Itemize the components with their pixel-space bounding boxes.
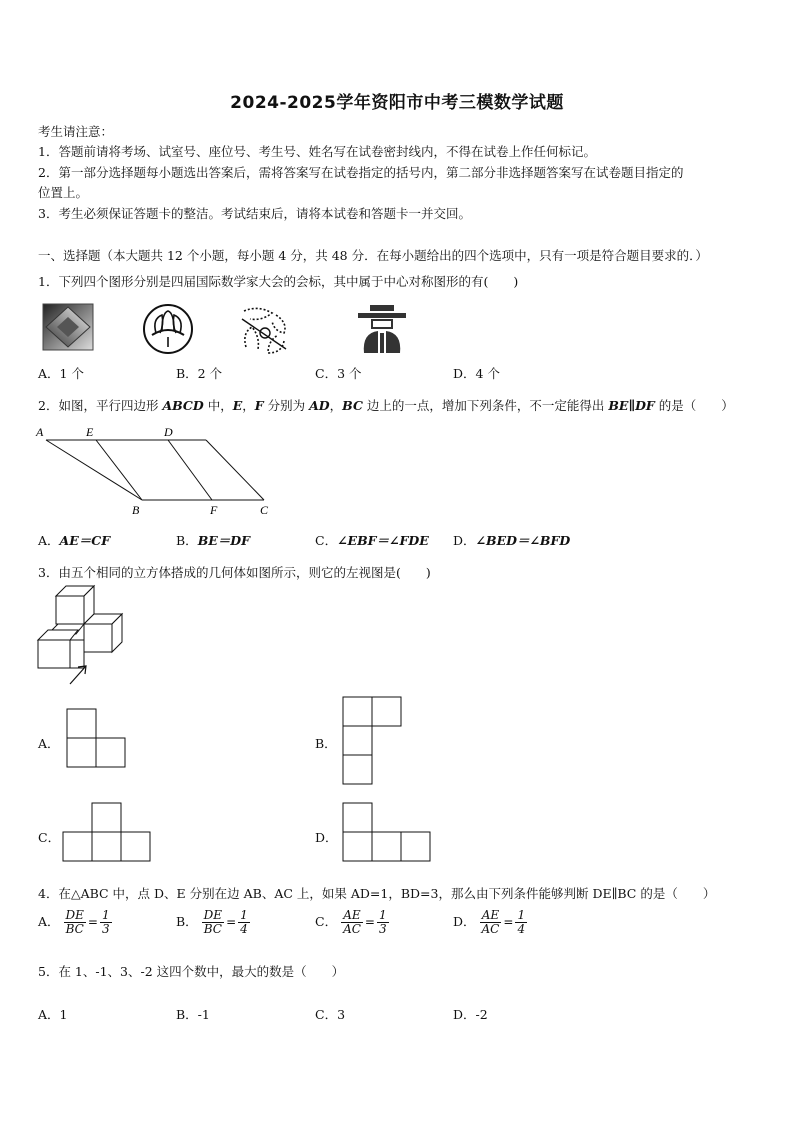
- label-f: F: [210, 503, 218, 517]
- page-title: 2024-2025学年资阳市中考三模数学试题: [230, 93, 564, 113]
- q5-option-d[interactable]: D．-2: [453, 1007, 488, 1022]
- q1-option-a[interactable]: A．1 个: [38, 366, 84, 381]
- q4-stem: 4．在△ABC 中，点 D、E 分别在边 AB、AC 上，如果 AD=1，BD=3，那么由下列条件能够判断 DE∥BC 的是（ ）: [38, 886, 716, 901]
- q2-option-b[interactable]: B．BE＝DF: [176, 533, 250, 548]
- q2-option-c[interactable]: C．∠EBF＝∠FDE: [315, 533, 429, 548]
- q5-option-c[interactable]: C．3: [315, 1007, 346, 1022]
- q1-option-c[interactable]: C．3 个: [315, 366, 362, 381]
- logo-figure-2: [142, 303, 194, 355]
- q3-option-b[interactable]: B．: [315, 736, 337, 751]
- q4-option-c[interactable]: C． $\frac{AE}{AC}$ = $\frac{1}{3}$: [315, 908, 387, 936]
- q5-stem: 5．在 1、-1、3、-2 这四个数中，最大的数是（ ）: [38, 964, 345, 979]
- q5-option-b[interactable]: B．-1: [176, 1007, 210, 1022]
- q3-option-c[interactable]: C．: [38, 830, 61, 845]
- q2-stem: 2．如图，平行四边形 ABCD 中，E，F 分别为 AD，BC 边上的一点，增加下列条件，不一定能得出 BE∥DF 的是（ ）: [38, 398, 734, 413]
- parallelogram-figure: [34, 422, 284, 518]
- q3-option-a[interactable]: A．: [38, 736, 60, 751]
- section-heading: 一、选择题（本大题共 12 个小题，每小题 4 分，共 48 分．在每小题给出的四个选项中，只有一项是符合题目要求的．）: [38, 248, 708, 263]
- q1-option-d[interactable]: D．4 个: [453, 366, 500, 381]
- notice-item-2: 2．第一部分选择题每小题选出答案后，需将答案写在试卷指定的括号内，第二部分非选择题答案写在试卷题目指定的: [38, 165, 684, 180]
- label-e: E: [86, 425, 94, 439]
- q1-stem: 1．下列四个图形分别是四届国际数学家大会的会标，其中属于中心对称图形的有( ): [38, 274, 519, 289]
- q3-option-a-figure[interactable]: [66, 708, 128, 770]
- q4-option-a[interactable]: A． $\frac{DE}{BC}$ = $\frac{1}{3}$: [38, 908, 110, 936]
- q2-option-a[interactable]: A．AE＝CF: [38, 533, 111, 548]
- label-a: A: [36, 425, 44, 439]
- q4-option-b[interactable]: B． $\frac{DE}{BC}$ = $\frac{1}{4}$: [176, 908, 248, 936]
- notice-item-3: 3．考生必须保证答题卡的整洁。考试结束后，请将本试卷和答题卡一并交回。: [38, 206, 471, 221]
- q4-option-d[interactable]: D． $\frac{AE}{AC}$ = $\frac{1}{4}$: [453, 908, 526, 936]
- q3-stem: 3．由五个相同的立方体搭成的几何体如图所示，则它的左视图是( ): [38, 565, 431, 580]
- notice-item-1: 1．答题前请将考场、试室号、座位号、考生号、姓名写在试卷密封线内，不得在试卷上作任何标记。: [38, 144, 596, 159]
- q3-option-b-figure[interactable]: [342, 696, 404, 788]
- label-d: D: [164, 425, 173, 439]
- q5-option-a[interactable]: A．1: [38, 1007, 68, 1022]
- logo-figure-3: [238, 303, 290, 357]
- q3-option-d[interactable]: D．: [315, 830, 338, 845]
- q3-option-c-figure[interactable]: [62, 802, 154, 864]
- notice-item-2-cont: 位置上。: [38, 185, 89, 200]
- notice-heading: 考生请注意：: [38, 124, 114, 139]
- label-b: B: [132, 503, 140, 517]
- q1-option-b[interactable]: B．2 个: [176, 366, 223, 381]
- logo-figure-1: [42, 303, 94, 351]
- q2-option-d[interactable]: D．∠BED＝∠BFD: [453, 533, 571, 548]
- cube-solid-figure: [36, 584, 126, 688]
- q3-option-d-figure[interactable]: [342, 802, 434, 864]
- logo-figure-4: [356, 303, 408, 355]
- label-c: C: [260, 503, 269, 517]
